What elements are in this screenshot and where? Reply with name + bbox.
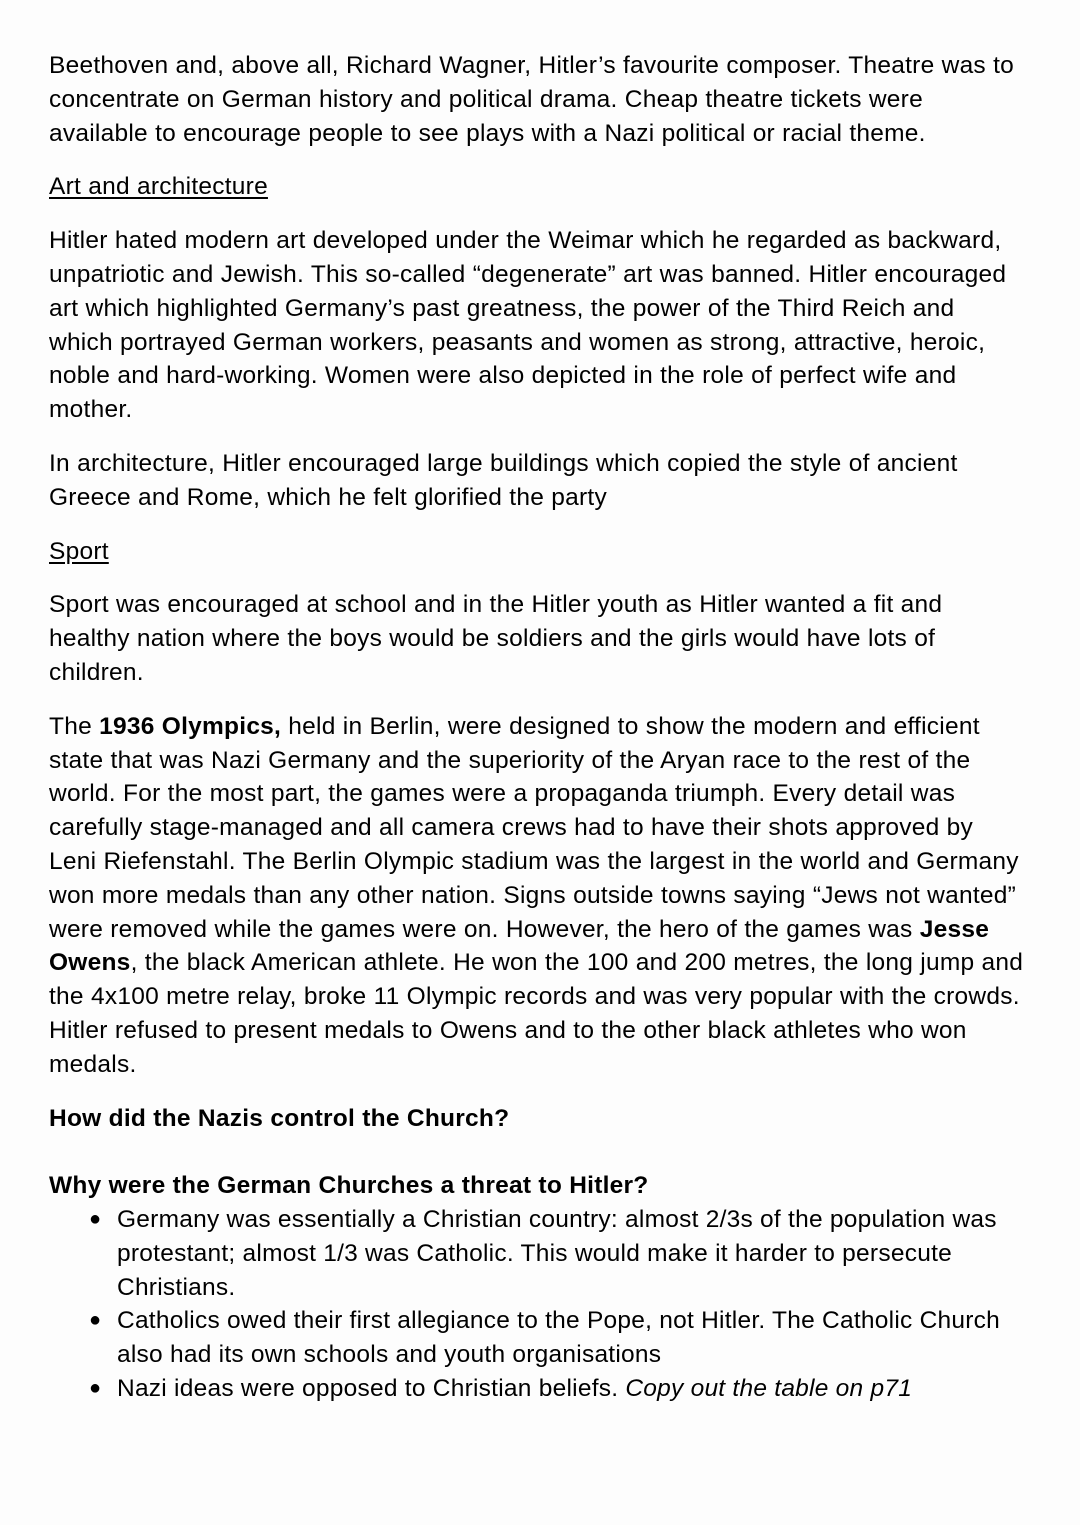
heading-why-german-churches-threat-label: Why were the German Churches a threat to Hitler?: [49, 1172, 649, 1200]
paragraph-theatre-text: Beethoven and, above all, Richard Wagner, Hitler’s favourite composer. Theatre was to concentrate on German history and political drama. Cheap theatre tickets were available to encourage people to see plays with a Nazi political or racial theme.: [49, 52, 1015, 147]
paragraph-sport-text: Sport was encouraged at school and in the Hitler youth as Hitler wanted a fit and healthy nation where the boys would be soldiers and the girls would have lots of children.: [49, 591, 943, 686]
paragraph-art-text: Hitler hated modern art developed under the Weimar which he regarded as backward, unpatriotic and Jewish. This so-called “degenerate” art was banned. Hitler encouraged art which highlighted Germany’s past greatness, the power of the Third Reich and which portrayed German workers, peasants and women as strong, attractive, heroic, noble and hard-working. Women were also depicted in the role of perfect wife and mother.: [49, 227, 1007, 424]
paragraph-olympics-run3: held in Berlin, were designed to show the modern and efficient state that was Nazi Germany and the superiority of the Aryan race to the rest of the world. For the most part, the games were a propaganda triumph. Every detail was carefully stage-managed and all camera crews had to have their shots approved by Leni Riefenstahl. The Berlin Olympic stadium was the largest in the world and Germany won more medals than any other nation. Signs outside towns saying “Jews not wanted” were removed while the games were on. However, the hero of the games was: [49, 712, 1019, 943]
list-item-text: Nazi ideas were opposed to Christian beliefs.: [117, 1374, 626, 1402]
paragraph-olympics-run5: , the black American athlete. He won the 100 and 200 metres, the long jump and the 4x100 metre relay, broke 11 Olympic records and was very popular with the crowds. Hitler refused to present medals to Owens and to the other black athletes who won medals.: [49, 949, 1024, 1078]
list-item: [49, 1203, 1024, 1304]
heading-how-did-nazis-control-church: [49, 1102, 1024, 1136]
paragraph-architecture: [49, 447, 1024, 515]
list-item-italic-instruction: Copy out the table on p71: [625, 1374, 913, 1402]
spacer-line: [49, 1135, 1024, 1169]
bullet-icon: ●: [89, 1309, 102, 1332]
list-item-text: Germany was essentially a Christian country: almost 2/3s of the population was protestant; almost 1/3 was Catholic. This would make it harder to persecute Christians.: [117, 1205, 997, 1301]
church-threat-bullet-list: [49, 1203, 1024, 1406]
paragraph-olympics-bold-jesse-owens: Jesse Owens: [49, 915, 990, 977]
section-heading-art-and-architecture: [49, 170, 1024, 204]
heading-how-did-nazis-control-church-label: How did the Nazis control the Church?: [49, 1104, 510, 1132]
bullet-icon: ●: [89, 1376, 102, 1399]
paragraph-olympics: [49, 710, 1024, 1082]
heading-why-german-churches-threat: [49, 1169, 1024, 1203]
list-item: [49, 1372, 1024, 1406]
paragraph-theatre: [49, 49, 1024, 150]
document-body: [49, 49, 1024, 1406]
paragraph-sport: [49, 588, 1024, 689]
section-heading-art-and-architecture-label: Art and architecture: [49, 173, 268, 201]
paragraph-art: [49, 224, 1024, 427]
section-heading-sport-label: Sport: [49, 537, 109, 565]
section-heading-sport: [49, 535, 1024, 569]
paragraph-olympics-bold-1936-olympics: 1936 Olympics,: [99, 712, 282, 740]
list-item-text: Catholics owed their first allegiance to the Pope, not Hitler. The Catholic Church also had its own schools and youth organisations: [117, 1307, 1001, 1369]
paragraph-olympics-run1: The: [49, 712, 100, 740]
list-item: [49, 1304, 1024, 1372]
bullet-icon: ●: [89, 1207, 102, 1230]
paragraph-architecture-text: In architecture, Hitler encouraged large buildings which copied the style of ancient Greece and Rome, which he felt glorified the party: [49, 449, 958, 511]
